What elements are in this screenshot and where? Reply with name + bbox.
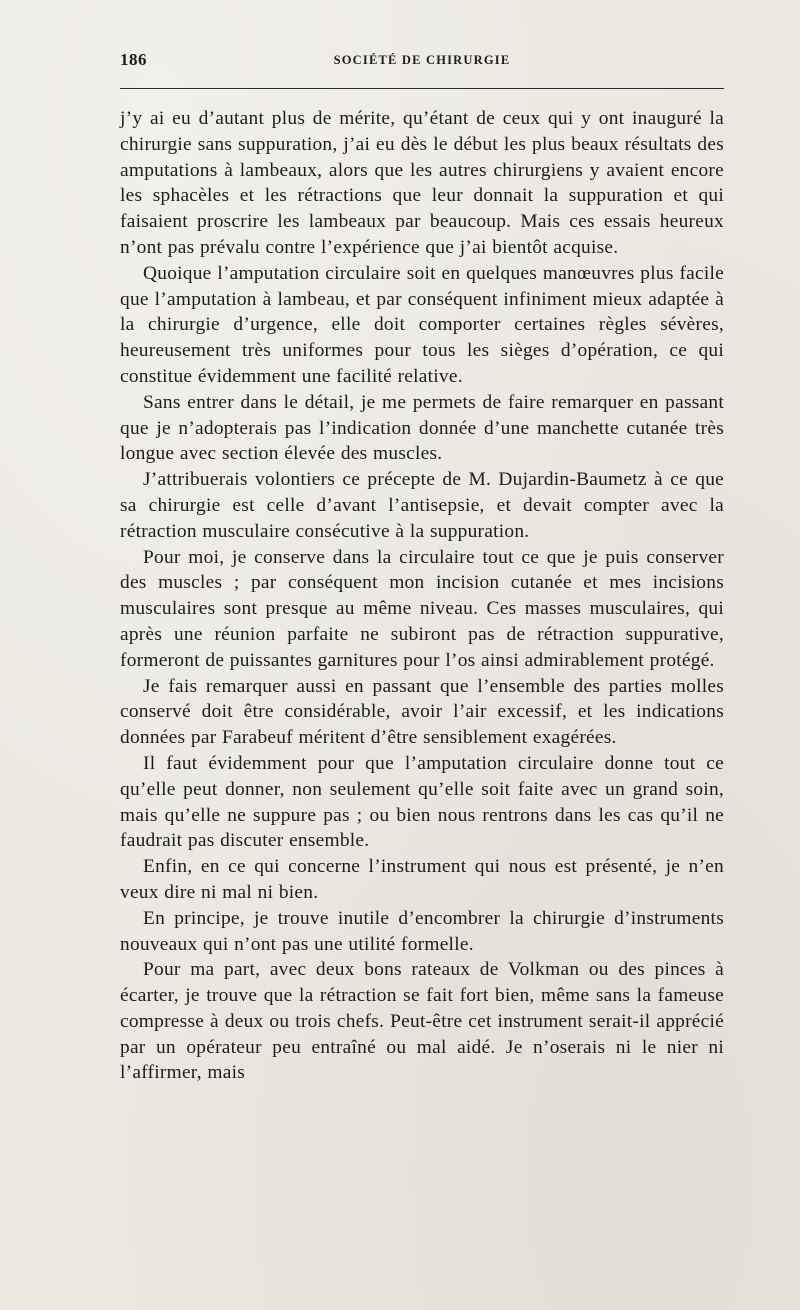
body-text — [120, 106, 724, 1086]
paragraph: En principe, je trouve inutile d’encombrer la chirurgie d’instruments nouveaux qui n’ont pas une utilité formelle. — [120, 907, 724, 955]
paragraph: Il faut évidemment pour que l’amputation circulaire donne tout ce qu’elle peut donner, non seulement qu’elle soit faite avec un grand soin, mais qu’elle ne suppure pas ; ou bien nous rentrons dans les cas qu’il ne faudrait pas discuter ensemble. — [120, 752, 724, 852]
paragraph: Je fais remarquer aussi en passant que l’ensemble des parties molles conservé doit être considérable, avoir l’air excessif, et les indications données par Farabeuf méritent d’être sensiblement exagérées. — [120, 675, 724, 749]
paragraph: Sans entrer dans le détail, je me permets de faire remarquer en passant que je n’adopterais pas l’indication donnée d’une manchette cutanée très longue avec section élevée des muscles. — [120, 391, 724, 465]
paragraph: Quoique l’amputation circulaire soit en quelques manœuvres plus facile que l’amputation à lambeau, et par conséquent infiniment mieux adaptée à la chirurgie d’urgence, elle doit comporter certaines règles sévères, heureusement très uniformes pour tous les sièges d’opération, ce qui constitue évidemment une facilité relative. — [120, 262, 724, 387]
header-rule — [120, 88, 724, 89]
running-head — [120, 50, 724, 76]
paragraph: Pour ma part, avec deux bons rateaux de Volkman ou des pinces à écarter, je trouve que la rétraction se fait fort bien, même sans la fameuse compresse à deux ou trois chefs. Peut-être cet instrument serait-il apprécié par un opérateur peu entraîné ou mal aidé. Je n’oserais ni le nier ni l’affirmer, mais — [120, 959, 724, 1084]
running-title: SOCIÉTÉ DE CHIRURGIE — [333, 53, 511, 67]
paragraph: Pour moi, je conserve dans la circulaire tout ce que je puis conserver des muscles ; par conséquent mon incision cutanée et mes incisions musculaires sont presque au même niveau. Ces masses musculaires, qui après une réunion parfaite ne subiront pas de rétraction suppurative, formeront de puissantes garnitures pour l’os ainsi admirablement protégé. — [120, 546, 724, 671]
paragraph-continuation: j’y ai eu d’autant plus de mérite, qu’étant de ceux qui y ont inauguré la chirurgie sans suppuration, j’ai eu dès le début les plus beaux résultats des amputations à lambeaux, alors que les autres chirurgiens y avaient encore les sphacèles et les rétractions que leur donnait la suppuration et qui faisaient proscrire les lambeaux par beaucoup. Mais ces essais heureux n’ont pas prévalu contre l’expérience que j’ai bientôt acquise. — [120, 108, 724, 258]
paragraph: J’attribuerais volontiers ce précepte de M. Dujardin-Baumetz à ce que sa chirurgie est celle d’avant l’antisepsie, et devait compter avec la rétraction musculaire consécutive à la suppuration. — [120, 469, 724, 542]
page-number: 186 — [120, 50, 147, 69]
paragraph: Enfin, en ce qui concerne l’instrument qui nous est présenté, je n’en veux dire ni mal ni bien. — [120, 856, 724, 903]
